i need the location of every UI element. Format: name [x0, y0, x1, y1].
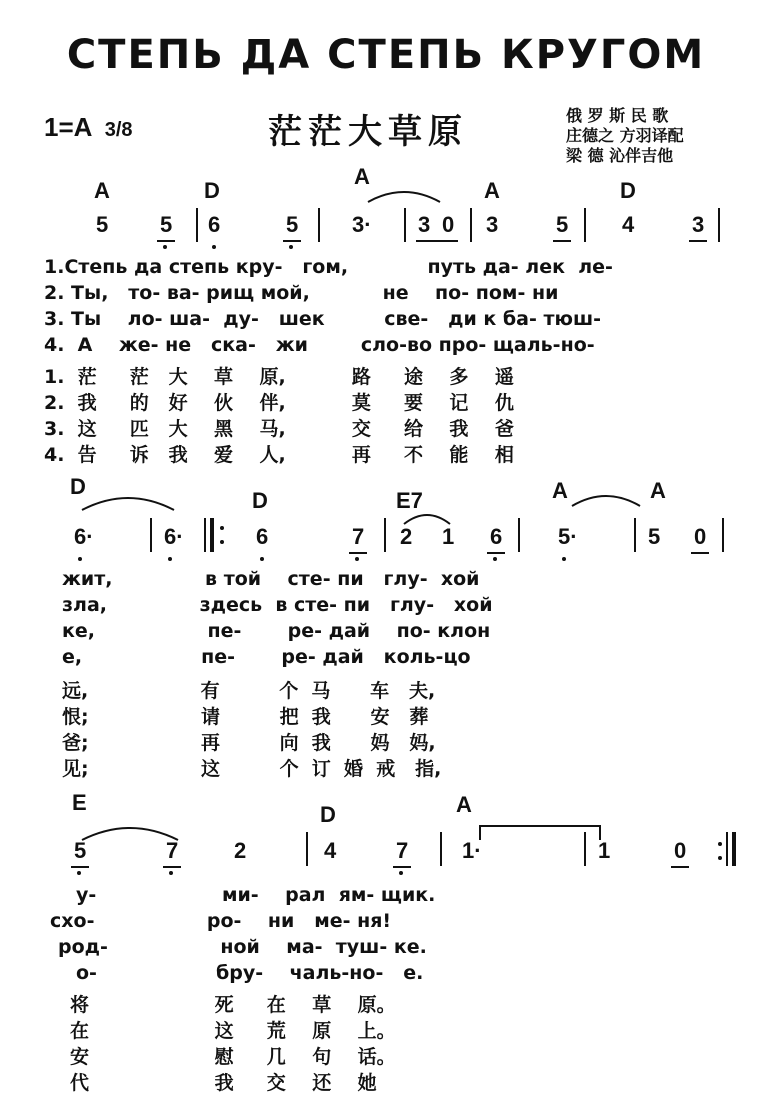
barline	[470, 208, 472, 242]
credit-line: 梁 德 沁伴吉他	[566, 146, 674, 165]
note-underline	[689, 240, 707, 242]
note: 2	[234, 838, 247, 863]
lyric-line: 远, 有 个 马 车 夫,	[62, 680, 436, 702]
barline	[584, 832, 586, 866]
credits	[566, 106, 684, 166]
repeat-dot	[220, 526, 224, 530]
barline	[318, 208, 320, 242]
chord-symbol: D	[70, 474, 86, 499]
note: 3	[486, 212, 499, 237]
barline	[196, 208, 198, 242]
octave-dot	[163, 245, 167, 249]
octave-dot	[493, 557, 497, 561]
time-signature: 3/8	[104, 119, 133, 141]
lyric-line: 3. Ты ло- ша- ду- шек све- ди к ба- тюш-	[44, 308, 602, 330]
note: 6	[490, 524, 503, 549]
lyric-line: ке, пе- ре- дай по- клон	[62, 620, 491, 642]
note-underline	[349, 552, 367, 554]
repeat-barline	[210, 518, 214, 552]
lyric-line: о- бру- чаль-но- е.	[76, 962, 424, 984]
note-underline	[163, 866, 181, 868]
octave-dot	[355, 557, 359, 561]
tie-arc	[366, 186, 442, 204]
repeat-dot	[718, 842, 722, 846]
octave-dot	[260, 557, 264, 561]
chord-symbol: A	[552, 478, 568, 503]
lyric-line: 2. 我 的 好 伙 伴, 莫 要 记 仇	[44, 392, 514, 414]
chord-symbol: D	[620, 178, 636, 203]
credit-line: 庄德之 方羽译配	[566, 126, 684, 145]
note: 6	[256, 524, 269, 549]
end-repeat-barline	[726, 832, 728, 866]
chord-symbol: D	[252, 488, 268, 513]
lyric-line: зла, здесь в сте- пи глу- хой	[62, 594, 493, 616]
octave-dot	[77, 871, 81, 875]
octave-dot	[78, 557, 82, 561]
lyric-line: 1. 茫 茫 大 草 原, 路 途 多 遥	[44, 366, 514, 388]
chord-symbol: E	[72, 790, 87, 815]
note-underline	[157, 240, 175, 242]
octave-dot	[562, 557, 566, 561]
chord-symbol: A	[94, 178, 110, 203]
repeat-dot	[220, 540, 224, 544]
tie-arc	[80, 822, 180, 842]
lyric-line: 2. Ты, то- ва- рищ мой, не по- пом- ни	[44, 282, 559, 304]
note-underline	[283, 240, 301, 242]
note: 0	[674, 838, 687, 863]
lyric-line: у- ми- рал ям- щик.	[76, 884, 436, 906]
note: 0	[694, 524, 707, 549]
end-repeat-barline	[732, 832, 736, 866]
chord-symbol: A	[456, 792, 472, 817]
note: 3	[692, 212, 705, 237]
lyric-line: 4. А же- не ска- жи сло-во про- щаль-но-	[44, 334, 595, 356]
key-signature	[44, 112, 133, 143]
chord-symbol: A	[650, 478, 666, 503]
note: 2	[400, 524, 413, 549]
note: 3·	[352, 212, 372, 237]
octave-dot	[212, 245, 216, 249]
note: 6·	[74, 524, 94, 549]
barline	[718, 208, 720, 242]
chord-symbol: A	[484, 178, 500, 203]
note-underline	[487, 552, 505, 554]
tie-arc	[80, 492, 176, 512]
lyric-line: 4. 告 诉 我 爱 人, 再 不 能 相	[44, 444, 514, 466]
barline	[584, 208, 586, 242]
note: 7	[352, 524, 365, 549]
barline	[306, 832, 308, 866]
lyric-line: схо- ро- ни ме- ня!	[50, 910, 392, 932]
tie-arc	[570, 490, 642, 508]
octave-dot	[289, 245, 293, 249]
note: 7	[166, 838, 179, 863]
barline	[722, 518, 724, 552]
lyric-line: е, пе- ре- дай коль-цо	[62, 646, 471, 668]
note-underline	[393, 866, 411, 868]
chord-symbol: D	[320, 802, 336, 827]
note: 6·	[164, 524, 184, 549]
lyric-line: 见; 这 个 订 婚 戒 指,	[62, 758, 442, 780]
chord-symbol: E7	[396, 488, 423, 513]
lyric-line: 恨; 请 把 我 安 葬	[62, 706, 429, 728]
barline	[634, 518, 636, 552]
note-underline	[416, 240, 458, 242]
note: 5	[286, 212, 299, 237]
note: 6	[208, 212, 221, 237]
note: 1	[442, 524, 455, 549]
octave-dot	[169, 871, 173, 875]
lyric-line: 1.Степь да степь кру- гом, путь да- лек ле-	[44, 256, 613, 278]
chord-symbol: D	[204, 178, 220, 203]
note: 3	[418, 212, 431, 237]
note: 4	[324, 838, 337, 863]
lyric-line: 代 我 交 还 她	[70, 1072, 377, 1094]
lyric-line: жит, в той сте- пи глу- хой	[62, 568, 480, 590]
barline	[440, 832, 442, 866]
note: 1·	[462, 838, 482, 863]
barline	[404, 208, 406, 242]
barline	[518, 518, 520, 552]
note: 5·	[558, 524, 578, 549]
octave-dot	[168, 557, 172, 561]
lyric-line: 将 死 在 草 原。	[70, 994, 396, 1016]
note: 5	[160, 212, 173, 237]
song-title-russian: СТЕПЬ ДА СТЕПЬ КРУГОМ	[66, 32, 706, 78]
lyric-line: род- ной ма- туш- ке.	[58, 936, 427, 958]
lyric-line: 安 慰 几 句 话。	[70, 1046, 396, 1068]
octave-dot	[399, 871, 403, 875]
note: 4	[622, 212, 635, 237]
barline	[150, 518, 152, 552]
note: 0	[442, 212, 455, 237]
note-underline	[671, 866, 689, 868]
song-title-chinese: 茫茫大草原	[268, 112, 468, 152]
note: 1	[598, 838, 611, 863]
note: 7	[396, 838, 409, 863]
note: 5	[556, 212, 569, 237]
repeat-barline	[204, 518, 206, 552]
barline	[384, 518, 386, 552]
repeat-dot	[718, 856, 722, 860]
note-underline	[553, 240, 571, 242]
note: 5	[648, 524, 661, 549]
chord-symbol: A	[354, 164, 370, 189]
lyric-line: 3. 这 匹 大 黑 马, 交 给 我 爸	[44, 418, 514, 440]
note-underline	[71, 866, 89, 868]
lyric-line: 在 这 荒 原 上。	[70, 1020, 396, 1042]
note-underline	[691, 552, 709, 554]
key-text: 1=A	[44, 112, 92, 142]
lyric-line: 爸; 再 向 我 妈 妈,	[62, 732, 436, 754]
note: 5	[96, 212, 109, 237]
credit-line: 俄 罗 斯 民 歌	[566, 106, 669, 125]
note: 5	[74, 838, 87, 863]
